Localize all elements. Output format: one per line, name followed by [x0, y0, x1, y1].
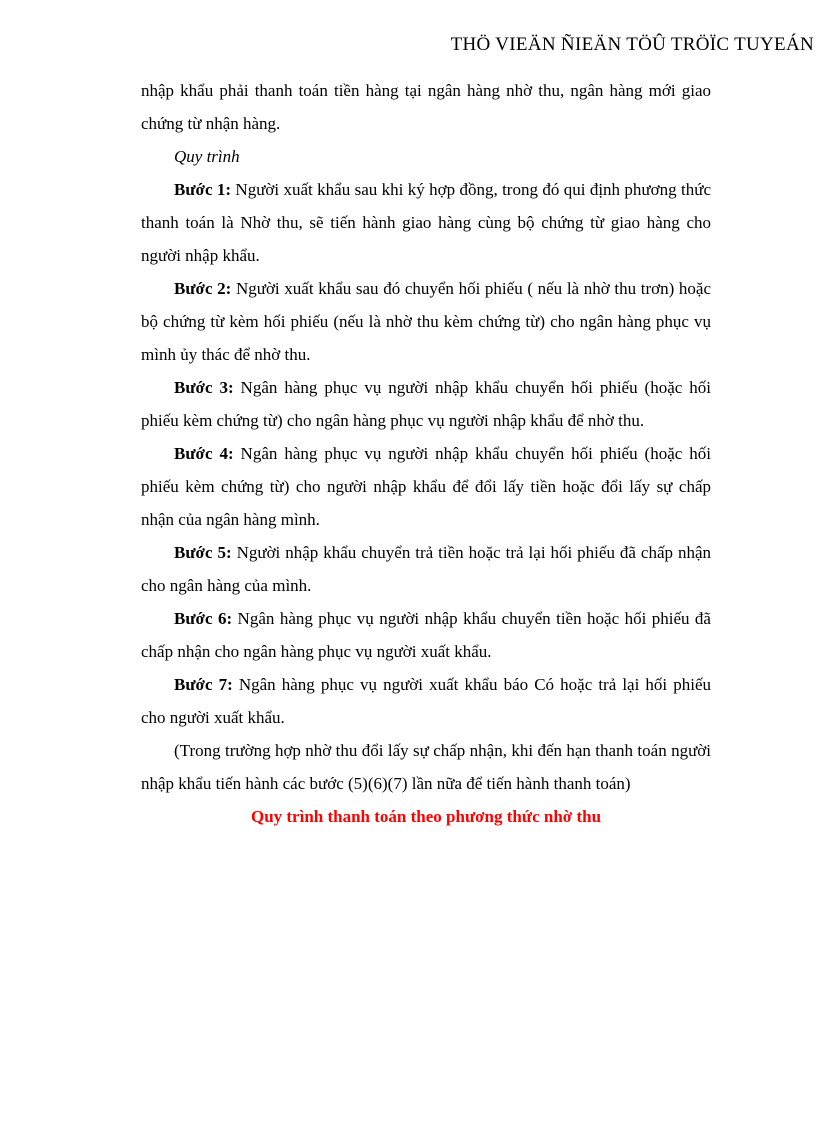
step-4-text: Ngân hàng phục vụ người nhập khẩu chuyển hối phiếu (hoặc hối phiếu kèm chứng từ) cho người nhập khẩu để đổi lấy tiền hoặc đổi lấy sự chấp nhận của ngân hàng mình. — [141, 444, 711, 529]
step-3-text: Ngân hàng phục vụ người nhập khẩu chuyển hối phiếu (hoặc hối phiếu kèm chứng từ) cho ngân hàng phục vụ người nhập khẩu để nhờ thu. — [141, 378, 711, 430]
intro-paragraph: nhập khẩu phải thanh toán tiền hàng tại ngân hàng nhờ thu, ngân hàng mới giao chứng từ nhận hàng. — [141, 81, 711, 133]
step-4-label: Bước 4: — [174, 444, 234, 463]
step-2-label: Bước 2: — [174, 279, 232, 298]
document-body — [141, 74, 711, 833]
step-3-label: Bước 3: — [174, 378, 234, 397]
step-2-paragraph — [141, 272, 711, 371]
step-7-text: Ngân hàng phục vụ người xuất khẩu báo Có hoặc trả lại hối phiếu cho người xuất khẩu. — [141, 675, 711, 727]
step-1-label: Bước 1: — [174, 180, 232, 199]
step-6-paragraph — [141, 602, 711, 668]
step-7-label: Bước 7: — [174, 675, 233, 694]
step-1-text: Người xuất khẩu sau khi ký hợp đồng, trong đó qui định phương thức thanh toán là Nhờ thu, sẽ tiến hành giao hàng cùng bộ chứng từ giao hàng cho người nhập khẩu. — [141, 180, 711, 265]
step-5-paragraph — [141, 536, 711, 602]
step-2-text: Người xuất khẩu sau đó chuyển hối phiếu ( nếu là nhờ thu trơn) hoặc bộ chứng từ kèm hối phiếu (nếu là nhờ thu kèm chứng từ) cho ngân hàng phục vụ mình ủy thác để nhờ thu. — [141, 279, 711, 364]
subheading-quy-trinh: Quy trình — [174, 147, 240, 166]
step-5-text: Người nhập khẩu chuyển trả tiền hoặc trả lại hối phiếu đã chấp nhận cho ngân hàng của mình. — [141, 543, 711, 595]
step-1-paragraph — [141, 173, 711, 272]
step-6-text: Ngân hàng phục vụ người nhập khẩu chuyển tiền hoặc hối phiếu đã chấp nhận cho ngân hàng phục vụ người xuất khẩu. — [141, 609, 711, 661]
figure-caption: Quy trình thanh toán theo phương thức nhờ thu — [250, 807, 602, 826]
page-header-title: THÖ VIEÄN ÑIEÄN TÖÛ TRÖÏC TUYEÁN — [450, 34, 814, 55]
step-4-paragraph — [141, 437, 711, 536]
step-5-label: Bước 5: — [174, 543, 232, 562]
step-3-paragraph — [141, 371, 711, 437]
step-7-paragraph — [141, 668, 711, 734]
step-6-label: Bước 6: — [174, 609, 233, 628]
note-paragraph: (Trong trường hợp nhờ thu đổi lấy sự chấp nhận, khi đến hạn thanh toán người nhập khẩu tiến hành các bước (5)(6)(7) lần nữa để tiến hành thanh toán) — [141, 741, 711, 793]
